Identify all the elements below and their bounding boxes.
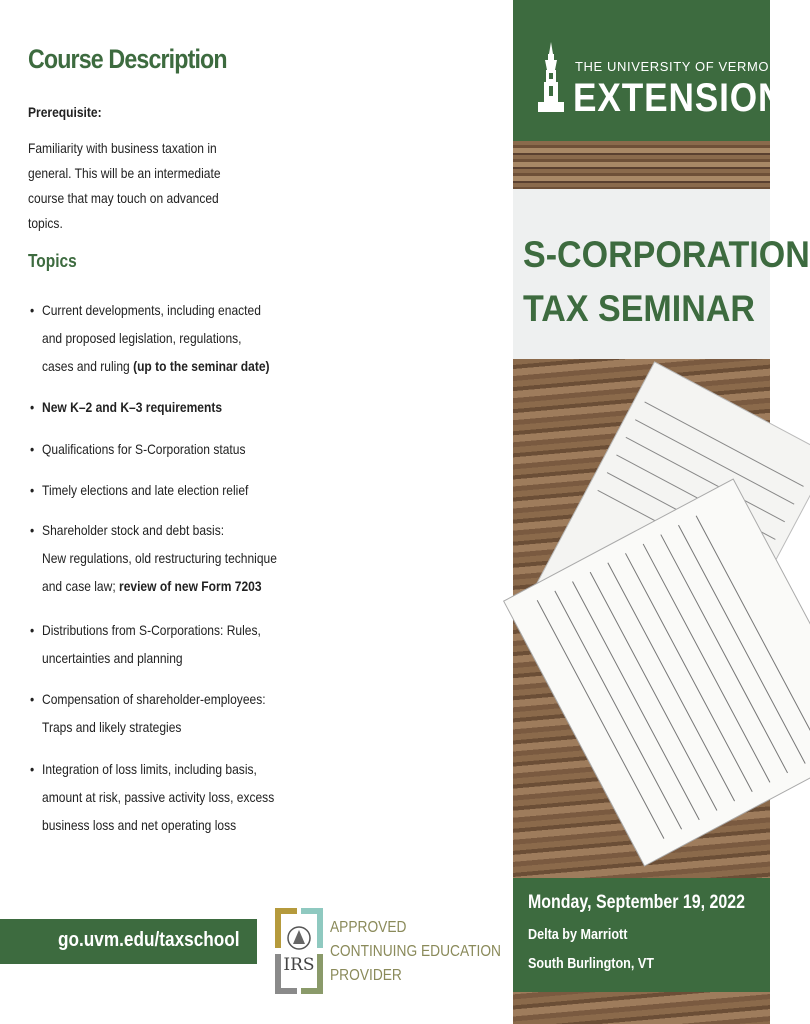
bullet-icon: • <box>30 482 35 498</box>
topic-item: • Integration of loss limits, including basis, amount at risk, passive activity loss, excess business loss and net operating loss <box>30 755 274 839</box>
extension-name: EXTENSION <box>573 76 785 120</box>
irs-logo-icon <box>275 908 323 994</box>
bullet-icon: • <box>30 522 35 538</box>
topic-item: • Shareholder stock and debt basis: New regulations, old restructuring technique and case law; review of new Form 7203 <box>30 516 277 600</box>
irs-logo-text: IRS <box>283 955 315 975</box>
topic-item: • New K–2 and K–3 requirements <box>30 393 222 421</box>
wood-texture-band <box>513 141 770 189</box>
event-city: South Burlington, VT <box>528 955 654 972</box>
course-description-title: Course Description <box>28 44 227 74</box>
prerequisite-label: Prerequisite: <box>28 104 102 120</box>
bullet-icon: • <box>30 441 35 457</box>
bullet-icon: • <box>30 622 35 638</box>
university-name: THE UNIVERSITY OF VERMONT <box>575 59 788 74</box>
topic-item: • Qualifications for S-Corporation status <box>30 435 245 463</box>
taxschool-link[interactable]: go.uvm.edu/taxschool <box>58 929 240 951</box>
event-date: Monday, September 19, 2022 <box>528 892 746 913</box>
topic-item: • Current developments, including enacted and proposed legislation, regulations, cases and ruling (up to the seminar date) <box>30 296 270 380</box>
bullet-icon: • <box>30 691 35 707</box>
topic-item: • Distributions from S-Corporations: Rules, uncertainties and planning <box>30 616 261 672</box>
topics-title: Topics <box>28 251 77 271</box>
tax-forms-image <box>513 359 770 878</box>
topic-item: • Timely elections and late election relief <box>30 476 248 504</box>
prerequisite-text: Familiarity with business taxation in general. This will be an intermediate course that may touch on advanced topics. <box>28 140 221 231</box>
bullet-icon: • <box>30 761 35 777</box>
approved-provider-text: APPROVED CONTINUING EDUCATION PROVIDER <box>330 919 501 984</box>
seminar-title: S-CORPORATION TAX SEMINAR <box>523 234 810 329</box>
uvm-tower-logo-icon <box>536 40 566 116</box>
event-venue: Delta by Marriott <box>528 926 628 943</box>
bullet-icon: • <box>30 399 35 415</box>
topic-item: • Compensation of shareholder-employees: Traps and likely strategies <box>30 685 266 741</box>
bullet-icon: • <box>30 302 35 318</box>
